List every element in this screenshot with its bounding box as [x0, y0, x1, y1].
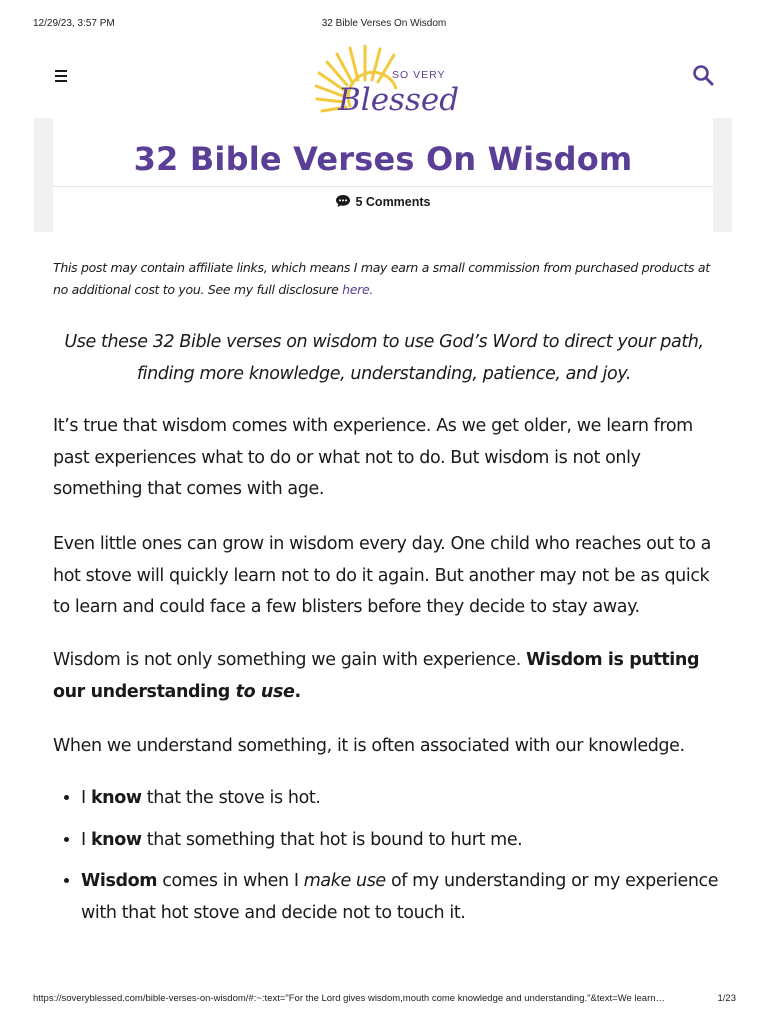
page-title: 32 Bible Verses On Wisdom — [133, 140, 633, 178]
site-header — [0, 38, 768, 118]
list-item-text: of my understanding or my experience with that hot stove and decide not to touch it. — [81, 871, 719, 923]
print-datetime: 12/29/23, 3:57 PM — [33, 18, 115, 29]
title-card — [34, 118, 732, 232]
list-item-text: that the stove is hot. — [141, 788, 321, 808]
site-logo[interactable] — [310, 40, 460, 118]
logo-script-text: Blessed — [338, 82, 460, 118]
paragraph-4: When we understand something, it is often associated with our knowledge. — [53, 736, 685, 756]
list-item-bold: know — [90, 788, 142, 808]
search-icon[interactable] — [690, 62, 716, 88]
p3-text: Wisdom is not only something we gain with experience. — [53, 650, 527, 670]
disclosure-link[interactable]: here. — [342, 281, 374, 297]
list-item — [81, 866, 741, 929]
list-item-text: that something that hot is bound to hurt me. — [141, 829, 523, 850]
list-item — [81, 783, 741, 815]
list-item-text: I — [81, 788, 91, 808]
paragraph-1: It’s true that wisdom comes with experience. As we get older, we learn from past experiences what to do or what not to do. But wisdom is not only something that comes with age. — [53, 416, 693, 499]
p3-bold-italic: to use — [235, 681, 295, 702]
list-item-text: I — [81, 829, 91, 850]
print-url: https://soveryblessed.com/bible-verses-on-wisdom/#:~:text="For the Lord gives wisdom,mouth come knowledge and understanding."&text=We learn… — [33, 993, 666, 1004]
p3-end: . — [294, 681, 301, 702]
print-header — [0, 18, 768, 32]
p3-bold-text: Wisdom is putting our understanding — [53, 650, 700, 702]
speech-bubble-icon — [335, 194, 351, 208]
print-page-number: 1/23 — [717, 993, 736, 1004]
list-item-bold: know — [90, 829, 142, 850]
print-footer — [0, 993, 768, 1007]
list-item — [81, 825, 741, 857]
logo-small-text: SO VERY — [392, 69, 446, 81]
bullet-list — [53, 783, 741, 939]
intro-text: Use these 32 Bible verses on wisdom to use God’s Word to direct your path, finding more knowledge, understanding, patience, and joy. — [64, 332, 704, 384]
disclosure-text: This post may contain affiliate links, which means I may earn a small commission from purchased products at no additional cost to you. See my full disclosure — [53, 260, 710, 297]
paragraph-3 — [53, 645, 718, 708]
paragraph-2: Even little ones can grow in wisdom every day. One child who reaches out to a hot stove will quickly learn not to do it again. But another may not be as quick to learn and could face a few blisters before they decide to stay away. — [53, 534, 711, 617]
list-item-text: comes in when I — [157, 871, 304, 891]
affiliate-disclosure — [53, 257, 718, 300]
comments-link[interactable] — [34, 194, 732, 209]
list-item-italic: make use — [303, 871, 386, 891]
print-doc-title: 32 Bible Verses On Wisdom — [321, 18, 447, 29]
title-divider — [53, 186, 713, 187]
list-item-bold: Wisdom — [81, 871, 158, 891]
comments-count: 5 Comments — [355, 195, 431, 209]
hamburger-menu-icon[interactable] — [50, 66, 72, 86]
